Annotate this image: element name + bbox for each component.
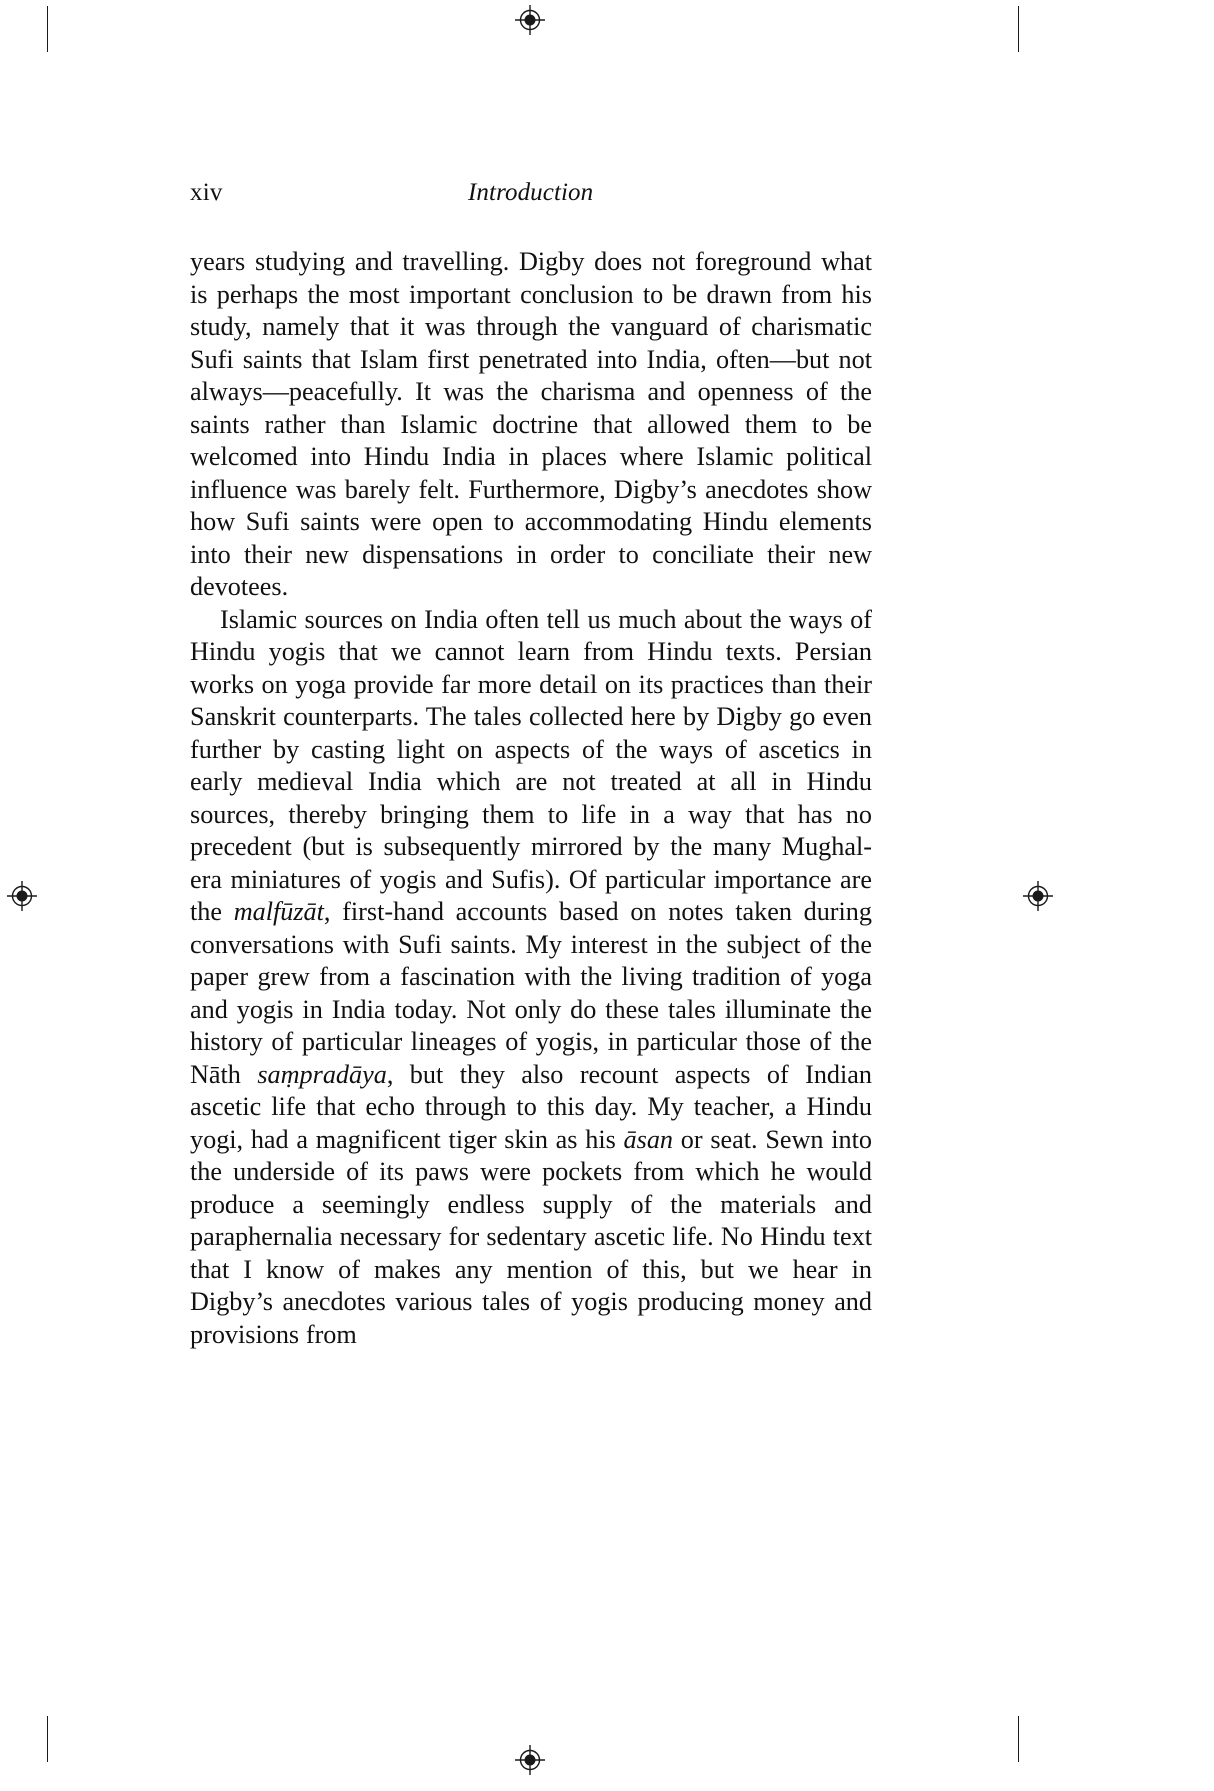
- registration-target-icon-bottom: [514, 1744, 546, 1776]
- crop-mark-bottom-left: [47, 1716, 48, 1762]
- text-block: [190, 178, 872, 1351]
- italic-term: saṃpradāya: [257, 1059, 387, 1089]
- crop-mark-top-right: [1018, 6, 1019, 52]
- body-paragraph-2: [190, 604, 872, 1352]
- text-run: or seat. Sewn into the underside of its paws were pockets from which he would produce a seemingly endless supply of the materials and paraphernalia necessary for sedentary ascetic life. No Hindu text that I know of makes any mention of this, but we hear in Digby’s anecdotes various tales of yogis producing money and provisions from: [190, 1124, 872, 1349]
- body-paragraph-1: [190, 246, 872, 604]
- running-head-title: Introduction: [468, 179, 594, 206]
- text-run: years studying and travelling. Digby does not foreground what is perhaps the most important conclusion to be drawn from his study, namely that it was through the vanguard of charismatic Sufi saints that Islam first penetrated into India, often—but not always—peacefully. It was the charisma and openness of the saints rather than Islamic doctrine that allowed them to be welcomed into Hindu India in places where Islamic political influence was barely felt. Furthermore, Digby’s anecdotes show how Sufi saints were open to accommodating Hindu elements into their new dispensations in order to conciliate their new devotees.: [190, 247, 872, 601]
- crop-mark-top-left: [47, 6, 48, 52]
- crop-mark-bottom-right: [1018, 1716, 1019, 1762]
- registration-target-icon-left: [6, 880, 38, 912]
- text-run: , but they also recount aspects of Indian ascetic life that echo through to this day. My teacher, a Hindu yogi, had a magnificent tiger skin as his: [190, 1059, 872, 1154]
- registration-target-icon-right: [1022, 880, 1054, 912]
- text-run: Islamic sources on India often tell us much about the ways of Hindu yogis that we cannot learn from Hindu texts. Persian works on yoga provide far more detail on its practices than their Sanskrit counterparts. The tales collected here by Digby go even further by casting light on aspects of the ways of ascetics in early medieval India which are not treated at all in Hindu sources, thereby bringing them to life in a way that has no precedent (but is subsequently mirrored by the many Mughal-era miniatures of yogis and Sufis). Of particular importance are the: [190, 604, 872, 926]
- italic-term: āsan: [623, 1124, 674, 1154]
- text-run: , first-hand accounts based on notes taken during conversations with Sufi saints. My interest in the subject of the paper grew from a fascination with the living tradition of yoga and yogis in India today. Not only do these tales illuminate the history of particular lineages of yogis, in particular those of the Nāth: [190, 897, 872, 1089]
- italic-term: malfūzāt: [233, 897, 324, 926]
- registration-target-icon-top: [514, 4, 546, 36]
- page-folio: xiv: [190, 179, 223, 206]
- running-head: [190, 178, 872, 208]
